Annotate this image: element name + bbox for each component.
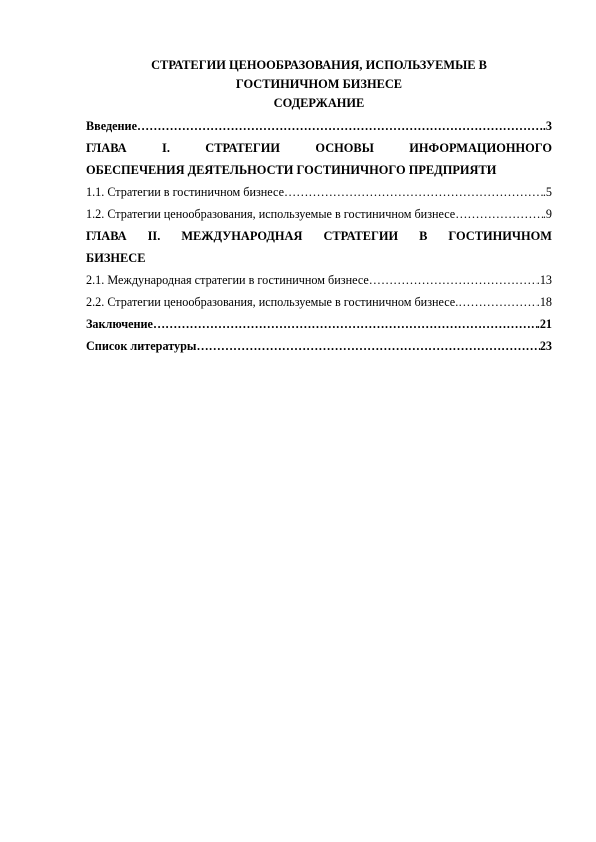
toc-page-number: .13 [536,273,552,287]
toc-entry-label: 1.2. Стратегии ценообразования, используемые в гостиничном бизнесе [86,207,456,221]
document-title [86,56,552,94]
toc-entry-conclusion [86,313,552,335]
toc-page-number: .18 [536,295,552,309]
chapter-word: II. [147,229,161,243]
chapter-word: ГЛАВА [86,229,127,243]
chapter-word: ГЛАВА [86,141,127,155]
toc-chapter-2 [86,225,552,269]
document-page [86,56,552,357]
toc-entry-label: 2.2. Стратегии ценообразования, используемые в гостиничном бизнесе. [86,295,459,309]
toc-entry-label: 1.1. Стратегии в гостиничном бизнесе [86,185,284,199]
toc-page-number: .5 [542,185,552,199]
chapter-1-line-1 [86,137,552,159]
toc-entry-2-1 [86,269,552,291]
toc-entry-introduction [86,115,552,137]
toc-page-number: .3 [542,119,552,133]
chapter-word: ОСНОВЫ [315,141,374,155]
chapter-2-line-2: БИЗНЕСЕ [86,251,146,265]
chapter-1-line-2: ОБЕСПЕЧЕНИЯ ДЕЯТЕЛЬНОСТИ ГОСТИНИЧНОГО ПРЕДПРИЯТИ [86,163,497,177]
title-line-2: ГОСТИНИЧНОМ БИЗНЕСЕ [235,77,403,91]
chapter-word: МЕЖДУНАРОДНАЯ [181,229,303,243]
chapter-word: СТРАТЕГИИ [205,141,281,155]
chapter-word: ГОСТИНИЧНОМ [448,229,552,243]
dot-leader [458,291,537,313]
chapter-2-line-1 [86,225,552,247]
dot-leader [153,313,537,335]
toc-page-number: 23 [539,339,552,353]
toc-entry-1-1 [86,181,552,203]
contents-heading: СОДЕРЖАНИЕ [273,96,365,110]
toc-entry-label: Список литературы [86,339,197,353]
dot-leader [137,115,543,137]
toc-chapter-1 [86,137,552,181]
toc-entry-label: Заключение [86,317,153,331]
chapter-word: I. [162,141,170,155]
toc-entry-label: 2.1. Международная стратегии в гостиничном бизнесе [86,273,369,287]
chapter-word: В [419,229,428,243]
dot-leader [284,181,543,203]
toc-entry-2-2 [86,291,552,313]
chapter-word: СТРАТЕГИИ [323,229,399,243]
toc-page-number: .21 [536,317,552,331]
dot-leader [455,203,543,225]
title-line-1: СТРАТЕГИИ ЦЕНООБРАЗОВАНИЯ, ИСПОЛЬЗУЕМЫЕ В [151,58,487,72]
toc-entry-label: Введение [86,119,137,133]
dot-leader [196,335,539,357]
toc-entry-1-2 [86,203,552,225]
dot-leader [369,269,537,291]
chapter-word: ИНФОРМАЦИОННОГО [409,141,552,155]
toc-page-number: .9 [542,207,552,221]
toc-entry-references [86,335,552,357]
